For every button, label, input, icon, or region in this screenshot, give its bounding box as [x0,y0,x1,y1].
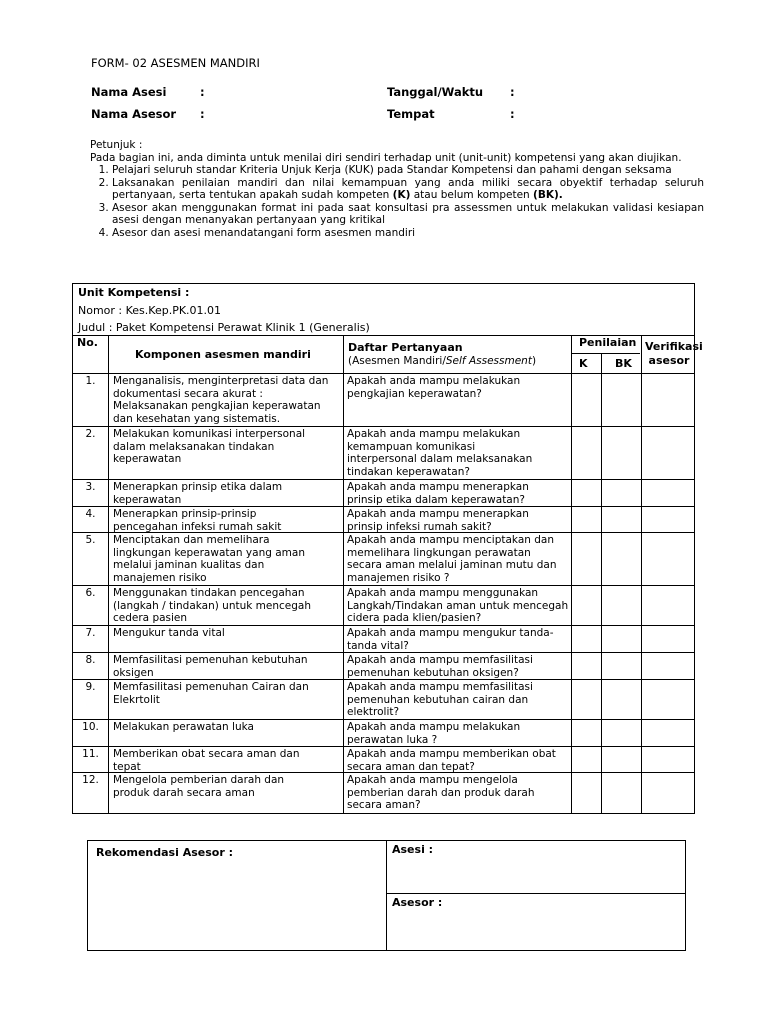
daftar-sub-a: (Asesmen Mandiri/ [348,355,446,367]
petunjuk-item: 4. Asesor dan asesi menandatangani form asesmen mandiri [112,227,704,240]
col-header-daftar: Daftar Pertanyaan [348,341,463,354]
row-pertanyaan: Apakah anda mampu melakukan perawatan luka ? [347,721,521,746]
row-no: 3. [85,481,96,493]
petunjuk-item: 3. Asesor akan menggunakan format ini pada saat konsultasi pra assessmen untuk melakukan validasi kesiapan asesi dengan menanyakan pertanyaan yang kritikal [112,202,704,227]
unit-judul: Judul : Paket Kompetensi Perawat Klinik 1 (Generalis) [78,321,370,334]
row-no: 12. [82,774,99,786]
col-header-daftar-sub [348,355,536,367]
col-header-penilaian: Penilaian [579,336,637,349]
row-komponen: Memfasilitasi pemenuhan Cairan dan Elekrtolit [113,681,309,706]
row-no: 11. [82,748,99,760]
tanggal-label: Tanggal/Waktu [387,85,484,99]
row-pertanyaan: Apakah anda mampu memfasilitasi pemenuhan kebutuhan cairan dan elektrolit? [347,681,533,718]
daftar-sub-c: ) [531,355,537,367]
row-rule [73,625,694,626]
petunjuk-title: Petunjuk : [90,139,143,151]
row-rule [73,585,694,586]
row-no: 8. [85,654,96,666]
k-bold: (K) [392,189,411,201]
row-rule [73,719,694,720]
atau-text: atau belum kompeten [413,189,530,201]
nama-asesor-label: Nama Asesor [91,107,177,121]
row-komponen: Menggunakan tindakan pencegahan (langkah / tindakan) untuk mencegah cedera pasien [113,587,312,624]
row-komponen: Menciptakan dan memelihara lingkungan keperawatan yang aman melalui jaminan kualitas dan manajemen risiko [113,534,305,584]
nama-asesor-colon: : [200,107,205,121]
asesor-signature-label: Asesor : [392,896,443,909]
col-header-k: K [579,357,588,370]
assessment-table [72,283,703,814]
row-komponen: Melakukan komunikasi interpersonal dalam melaksanakan tindakan keperawatan [113,428,306,465]
col-divider [601,353,602,813]
row-rule [73,479,694,480]
row-rule [73,652,694,653]
rekomendasi-rule [386,893,685,894]
row-komponen: Mengukur tanda vital [113,627,225,639]
row-pertanyaan: Apakah anda mampu mengukur tanda-tanda vital? [347,627,554,652]
col-header-komponen: Komponen asesmen mandiri [135,348,311,361]
row-no: 5. [85,534,96,546]
rekomendasi-label: Rekomendasi Asesor : [96,846,233,859]
row-komponen: Mengelola pemberian darah dan produk darah secara aman [113,774,285,799]
row-komponen: Menerapkan prinsip-prinsip pencegahan infeksi rumah sakit [113,508,282,533]
nama-asesi-colon: : [200,85,205,99]
row-no: 10. [82,721,99,733]
petunjuk-intro: Pada bagian ini, anda diminta untuk menilai diri sendiri terhadap unit (unit-unit) kompetensi yang akan diujikan. [90,151,682,164]
unit-kompetensi-label: Unit Kompetensi : [78,286,190,299]
petunjuk-list [90,164,704,239]
row-komponen: Menganalisis, menginterpretasi data dan dokumentasi secara akurat : Melaksanakan pengkajian keperawatan dan kesehatan yang sistematis. [113,375,329,425]
row-rule [73,506,694,507]
col-divider [343,335,344,813]
tanggal-colon: : [510,85,515,99]
daftar-sub-b: Self Assessment [445,355,532,367]
tempat-label: Tempat [387,107,435,121]
nama-asesi-label: Nama Asesi [91,85,167,99]
row-komponen: Menerapkan prinsip etika dalam keperawatan [113,481,283,506]
row-no: 4. [85,508,96,520]
row-rule [73,679,694,680]
unit-nomor: Nomor : Kes.Kep.PK.01.01 [78,304,222,317]
col-header-no: No. [77,336,98,349]
row-pertanyaan: Apakah anda mampu menerapkan prinsip infeksi rumah sakit? [347,508,529,533]
col-header-bk: BK [615,357,632,370]
petunjuk-item: 1. Pelajari seluruh standar Kriteria Unjuk Kerja (KUK) pada Standar Kompetensi dan pahami dengan seksama [112,164,704,177]
row-no: 6. [85,587,96,599]
row-rule [73,746,694,747]
petunjuk-section [90,139,704,239]
row-no: 9. [85,681,96,693]
row-no: 7. [85,627,96,639]
petunjuk-item-text: Laksanakan penilaian mandiri dan nilai kemampuan yang anda miliki secara obyektif terhadap seluruh pertanyaan, serta tentukan apakah sudah kompeten [112,176,704,201]
row-komponen: Melakukan perawatan luka [113,721,254,733]
row-komponen: Memberikan obat secara aman dan tepat [113,748,300,773]
row-no: 2. [85,428,96,440]
row-pertanyaan: Apakah anda mampu menciptakan dan memelihara lingkungan perawatan secara aman melalui jaminan mutu dan manajemen risiko ? [347,534,557,584]
bk-bold: (BK). [533,189,563,201]
rekomendasi-box [87,840,686,951]
asesi-signature-label: Asesi : [392,843,434,856]
row-pertanyaan: Apakah anda mampu melakukan pengkajian keperawatan? [347,375,521,400]
petunjuk-item [112,177,704,202]
row-komponen: Memfasilitasi pemenuhan kebutuhan oksigen [113,654,308,679]
col-divider [108,335,109,813]
col-header-verifikasi: Verifikasi asesor [645,340,703,367]
col-divider [571,335,572,813]
rekomendasi-divider [386,841,387,950]
penilaian-sub-rule [571,353,640,354]
col-divider [641,335,642,813]
row-rule [73,426,694,427]
tempat-colon: : [510,107,515,121]
row-pertanyaan: Apakah anda mampu memberikan obat secara aman dan tepat? [347,748,556,773]
row-pertanyaan: Apakah anda mampu memfasilitasi pemenuhan kebutuhan oksigen? [347,654,533,679]
row-pertanyaan: Apakah anda mampu melakukan kemampuan komunikasi interpersonal dalam melaksanakan tindakan keperawatan? [347,428,533,478]
row-no: 1. [85,375,96,387]
row-pertanyaan: Apakah anda mampu menerapkan prinsip etika dalam keperawatan? [347,481,529,506]
form-title: FORM- 02 ASESMEN MANDIRI [91,56,260,70]
row-pertanyaan: Apakah anda mampu mengelola pemberian darah dan produk darah secara aman? [347,774,535,811]
row-pertanyaan: Apakah anda mampu menggunakan Langkah/Tindakan aman untuk mencegah cidera pada klien/pasien? [347,587,569,624]
